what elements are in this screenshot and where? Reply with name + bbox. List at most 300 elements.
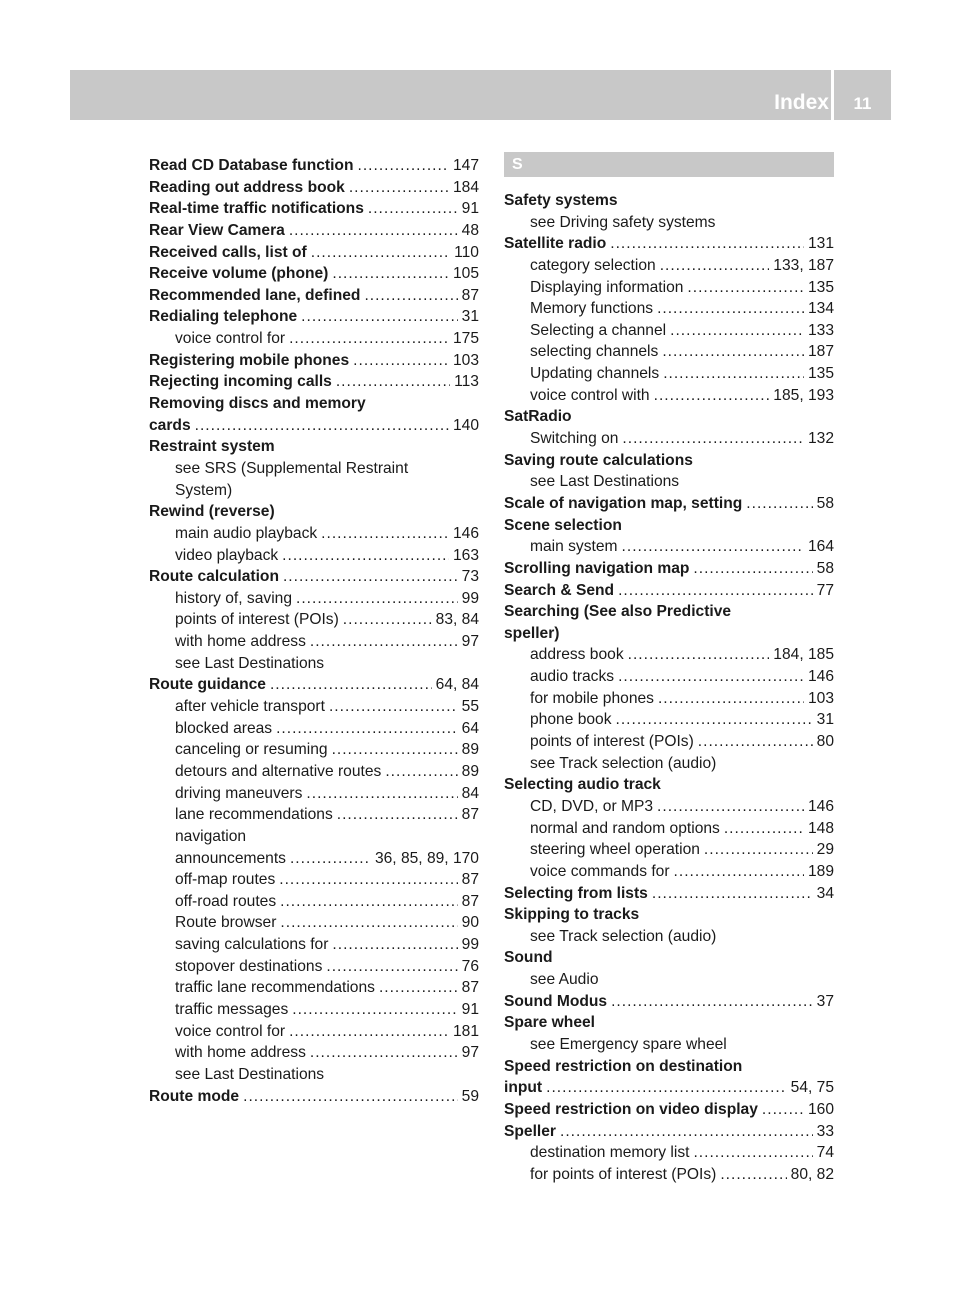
entry-term: stopover destinations xyxy=(175,957,323,975)
entry-term: Scale of navigation map, setting xyxy=(504,494,743,512)
dot-leader xyxy=(704,839,813,861)
index-subentry[interactable] xyxy=(149,718,479,740)
dot-leader xyxy=(693,558,812,580)
entry-page-ref[interactable]: 97 xyxy=(461,1044,479,1062)
index-subentry[interactable] xyxy=(149,328,479,350)
entry-term: for points of interest (POIs) xyxy=(530,1165,717,1183)
dot-leader xyxy=(343,609,432,631)
entry-term: Safety systems xyxy=(504,192,618,209)
entry-page-ref[interactable]: 59 xyxy=(461,1087,479,1105)
index-entry[interactable] xyxy=(504,1012,834,1034)
entry-term: announcements xyxy=(175,849,286,867)
entry-page-ref[interactable]: 80 xyxy=(816,733,834,751)
dot-leader xyxy=(670,320,804,342)
index-subentry[interactable] xyxy=(504,731,834,753)
dot-leader xyxy=(349,177,449,199)
entry-term: Sound Modus xyxy=(504,992,608,1010)
entry-page-ref[interactable]: 89 xyxy=(461,762,479,780)
entry-page-ref[interactable]: 64 xyxy=(461,719,479,737)
index-subentry[interactable] xyxy=(149,609,479,631)
index-entry[interactable] xyxy=(504,904,834,926)
entry-term: after vehicle transport xyxy=(175,698,325,716)
entry-page-ref[interactable]: 135 xyxy=(807,365,834,383)
dot-leader xyxy=(618,580,813,602)
entry-page-ref[interactable]: 184 xyxy=(452,178,479,196)
entry-term: lane recommendations xyxy=(175,806,333,824)
dot-leader xyxy=(332,934,457,956)
entry-term: voice control for xyxy=(175,1022,286,1040)
entry-page-ref[interactable]: 146 xyxy=(452,524,479,542)
dot-leader xyxy=(329,696,458,718)
entry-term: address book xyxy=(530,646,624,664)
dot-leader xyxy=(336,371,450,393)
index-entry[interactable] xyxy=(504,883,834,905)
index-entry[interactable] xyxy=(504,774,834,796)
index-entry[interactable] xyxy=(504,558,834,580)
entry-page-ref[interactable]: 87 xyxy=(461,892,479,910)
entry-term: Selecting a channel xyxy=(530,321,667,339)
entry-term: Removing discs and memory xyxy=(149,395,366,413)
entry-page-ref[interactable]: 187 xyxy=(807,343,834,361)
dot-leader xyxy=(379,977,458,999)
dot-leader xyxy=(657,298,804,320)
entry-term: audio tracks xyxy=(530,668,615,686)
index-entry[interactable] xyxy=(149,263,479,285)
index-subentry[interactable] xyxy=(504,644,834,666)
entry-page-ref[interactable]: 54, 75 xyxy=(790,1079,834,1097)
entry-page-ref[interactable]: 146 xyxy=(807,797,834,815)
entry-page-ref[interactable]: 74 xyxy=(816,1144,834,1162)
entry-term: navigation xyxy=(175,827,247,845)
entry-term: Speed restriction on destination xyxy=(504,1057,743,1075)
entry-page-ref[interactable]: 80, 82 xyxy=(790,1165,834,1183)
entry-page-ref[interactable]: 91 xyxy=(461,200,479,218)
index-subentry[interactable] xyxy=(149,1021,479,1043)
entry-page-ref[interactable]: 103 xyxy=(452,351,479,369)
dot-leader xyxy=(610,233,804,255)
entry-term: driving maneuvers xyxy=(175,784,303,802)
entry-page-ref[interactable]: 131 xyxy=(807,235,834,253)
entry-term: blocked areas xyxy=(175,719,273,737)
dot-leader xyxy=(654,385,770,407)
entry-page-ref[interactable]: 113 xyxy=(454,373,479,391)
entry-page-ref[interactable]: 147 xyxy=(452,157,479,174)
entry-term: detours and alternative routes xyxy=(175,762,382,780)
index-subentry[interactable] xyxy=(504,1034,834,1056)
dot-leader xyxy=(310,631,458,653)
dot-leader xyxy=(280,912,457,934)
entry-page-ref[interactable]: 91 xyxy=(461,1000,479,1018)
index-subentry[interactable] xyxy=(149,891,479,913)
index-subentry[interactable] xyxy=(504,298,834,320)
dot-leader xyxy=(321,523,449,545)
dot-leader xyxy=(243,1086,458,1108)
dot-leader xyxy=(364,285,457,307)
entry-term: Rejecting incoming calls xyxy=(149,373,332,391)
entry-page-ref[interactable]: 87 xyxy=(461,806,479,824)
entry-page-ref[interactable]: 133, 187 xyxy=(773,256,834,274)
index-subentry[interactable] xyxy=(149,804,479,826)
dot-leader xyxy=(622,536,804,558)
index-entry[interactable] xyxy=(149,155,479,177)
index-subentry[interactable] xyxy=(149,848,479,870)
dot-leader xyxy=(746,493,812,515)
entry-term: Received calls, list of xyxy=(149,243,307,261)
dot-leader xyxy=(283,566,458,588)
dot-leader xyxy=(618,666,804,688)
index-entry[interactable] xyxy=(149,306,479,328)
entry-page-ref[interactable]: 34 xyxy=(816,884,834,902)
entry-page-ref[interactable]: 90 xyxy=(461,914,479,932)
entry-term: Rear View Camera xyxy=(149,221,285,239)
entry-term: Receive volume (phone) xyxy=(149,265,329,283)
dot-leader xyxy=(332,263,449,285)
entry-term: history of, saving xyxy=(175,589,293,607)
index-subentry[interactable] xyxy=(149,761,479,783)
entry-page-ref[interactable]: 76 xyxy=(461,957,479,975)
dot-leader xyxy=(195,415,449,437)
entry-term: see Audio xyxy=(530,971,599,989)
dot-leader xyxy=(622,428,804,450)
section-letter-header: S xyxy=(504,152,834,177)
entry-term: CD, DVD, or MP3 xyxy=(530,797,654,815)
entry-term: Speller xyxy=(504,1122,557,1140)
entry-page-ref[interactable]: 33 xyxy=(816,1122,834,1140)
dot-leader xyxy=(687,277,804,299)
entry-page-ref[interactable]: 31 xyxy=(461,308,479,326)
page-number: 11 xyxy=(853,94,872,113)
index-subentry[interactable] xyxy=(504,320,834,342)
entry-page-ref[interactable]: 163 xyxy=(452,546,479,564)
entry-term: voice control with xyxy=(530,386,650,404)
entry-term: speller) xyxy=(504,624,560,642)
dot-leader xyxy=(306,783,457,805)
entry-page-ref[interactable]: 189 xyxy=(807,862,834,880)
entry-page-ref[interactable]: 185, 193 xyxy=(773,386,834,404)
index-subentry[interactable] xyxy=(149,523,479,545)
entry-term: Scene selection xyxy=(504,516,622,534)
index-subentry[interactable] xyxy=(504,341,834,363)
dot-leader xyxy=(310,1042,458,1064)
index-subentry[interactable] xyxy=(149,934,479,956)
dot-leader xyxy=(301,306,457,328)
index-entry[interactable] xyxy=(504,947,834,969)
entry-page-ref[interactable]: 77 xyxy=(816,581,834,599)
entry-page-ref[interactable]: 110 xyxy=(454,243,479,261)
dot-leader xyxy=(368,198,458,220)
entry-term: Route browser xyxy=(175,914,277,932)
entry-page-ref[interactable]: 133 xyxy=(807,321,834,339)
index-entry[interactable] xyxy=(149,674,479,696)
index-subentry[interactable] xyxy=(504,471,834,493)
index-subentry[interactable] xyxy=(504,818,834,840)
index-subentry[interactable] xyxy=(504,969,834,991)
entry-page-ref[interactable]: 64, 84 xyxy=(435,676,479,694)
index-entry[interactable] xyxy=(149,198,479,220)
entry-term: main audio playback xyxy=(175,524,318,542)
entry-term: selecting channels xyxy=(530,343,659,361)
entry-page-ref[interactable]: 58 xyxy=(816,494,834,512)
entry-term: Reading out address book xyxy=(149,178,345,196)
entry-term: Selecting from lists xyxy=(504,884,648,902)
entry-page-ref[interactable]: 148 xyxy=(807,819,834,837)
dot-leader xyxy=(611,991,813,1013)
index-subentry[interactable] xyxy=(504,1164,834,1186)
entry-page-ref[interactable]: 134 xyxy=(807,300,834,318)
entry-term: Saving route calculations xyxy=(504,451,693,469)
entry-term: Redialing telephone xyxy=(149,308,298,326)
dot-leader xyxy=(385,761,457,783)
entry-term: category selection xyxy=(530,256,656,274)
entry-term: traffic messages xyxy=(175,1000,289,1018)
entry-term: off-map routes xyxy=(175,871,276,889)
index-subentry[interactable] xyxy=(149,458,479,480)
entry-page-ref[interactable]: 87 xyxy=(461,871,479,889)
dot-leader xyxy=(628,644,770,666)
index-entry[interactable] xyxy=(504,580,834,602)
entry-term: Real-time traffic notifications xyxy=(149,200,364,218)
entry-term: off-road routes xyxy=(175,892,277,910)
index-entry[interactable] xyxy=(149,242,479,264)
dot-leader xyxy=(724,818,804,840)
entry-term: with home address xyxy=(175,1044,306,1062)
index-entry[interactable] xyxy=(149,371,479,393)
entry-term: see Last Destinations xyxy=(530,473,680,491)
dot-leader xyxy=(560,1121,813,1143)
index-entry[interactable] xyxy=(504,623,834,645)
dot-leader xyxy=(358,155,449,177)
index-subentry[interactable] xyxy=(149,869,479,891)
dot-leader xyxy=(693,1142,812,1164)
entry-term: Route mode xyxy=(149,1087,240,1105)
index-subentry[interactable] xyxy=(504,796,834,818)
entry-term: destination memory list xyxy=(530,1144,690,1162)
entry-page-ref[interactable]: 105 xyxy=(452,265,479,283)
index-subentry[interactable] xyxy=(149,588,479,610)
entry-page-ref[interactable]: 164 xyxy=(807,538,834,556)
dot-leader xyxy=(652,883,813,905)
index-subentry[interactable] xyxy=(504,861,834,883)
entry-term: phone book xyxy=(530,711,612,729)
entry-term: Spare wheel xyxy=(504,1014,596,1032)
index-subentry[interactable] xyxy=(504,1142,834,1164)
dot-leader xyxy=(353,350,449,372)
index-entry[interactable] xyxy=(149,566,479,588)
dot-leader xyxy=(660,255,770,277)
entry-term: Speed restriction on video display xyxy=(504,1100,758,1118)
index-subentry[interactable] xyxy=(504,363,834,385)
index-column-right xyxy=(504,155,834,1185)
dot-leader xyxy=(337,804,458,826)
index-entry[interactable] xyxy=(149,415,479,437)
entry-page-ref[interactable]: 99 xyxy=(461,936,479,954)
dot-leader xyxy=(276,718,458,740)
entry-term: Search & Send xyxy=(504,581,615,599)
entry-page-ref[interactable]: 84 xyxy=(461,784,479,802)
index-subentry[interactable] xyxy=(149,545,479,567)
dot-leader xyxy=(762,1099,804,1121)
index-column-left xyxy=(149,155,479,1107)
dot-leader xyxy=(311,242,450,264)
entry-page-ref[interactable]: 140 xyxy=(452,416,479,434)
entry-term: Satellite radio xyxy=(504,235,607,253)
entry-page-ref[interactable]: 55 xyxy=(461,698,479,716)
page-title: Index xyxy=(774,91,829,114)
index-subentry[interactable] xyxy=(149,956,479,978)
entry-term: Route guidance xyxy=(149,676,266,694)
index-subentry[interactable] xyxy=(149,826,479,848)
index-subentry[interactable] xyxy=(149,696,479,718)
dot-leader xyxy=(289,328,449,350)
index-subentry[interactable] xyxy=(149,1042,479,1064)
entry-page-ref[interactable]: 87 xyxy=(461,979,479,997)
entry-page-ref[interactable]: 36, 85, 89, 170 xyxy=(374,849,479,867)
entry-term: Sound xyxy=(504,949,553,967)
entry-page-ref[interactable]: 99 xyxy=(461,589,479,607)
entry-term: canceling or resuming xyxy=(175,741,328,759)
entry-page-ref[interactable]: 73 xyxy=(461,568,479,586)
dot-leader xyxy=(282,545,449,567)
index-entry[interactable] xyxy=(504,190,834,212)
dot-leader xyxy=(290,848,371,870)
dot-leader xyxy=(674,861,804,883)
index-subentry[interactable] xyxy=(504,709,834,731)
dot-leader xyxy=(289,1021,449,1043)
dot-leader xyxy=(296,588,458,610)
index-entry[interactable] xyxy=(504,1077,834,1099)
index-entry[interactable] xyxy=(149,501,479,523)
entry-page-ref[interactable]: 97 xyxy=(461,633,479,651)
index-entry[interactable] xyxy=(149,393,479,415)
entry-term: traffic lane recommendations xyxy=(175,979,375,997)
entry-term: saving calculations for xyxy=(175,936,329,954)
index-entry[interactable] xyxy=(149,436,479,458)
entry-term: see SRS (Supplemental Restraint xyxy=(175,459,409,477)
index-subentry[interactable] xyxy=(149,977,479,999)
entry-page-ref[interactable]: 184, 185 xyxy=(773,646,834,664)
index-subentry[interactable] xyxy=(504,839,834,861)
entry-term: Registering mobile phones xyxy=(149,351,350,369)
index-subentry[interactable] xyxy=(149,653,479,675)
index-entry[interactable] xyxy=(149,1086,479,1108)
dot-leader xyxy=(279,869,457,891)
entry-term: Rewind (reverse) xyxy=(149,503,275,521)
entry-term: voice commands for xyxy=(530,862,670,880)
index-entry[interactable] xyxy=(504,450,834,472)
index-subentry[interactable] xyxy=(504,385,834,407)
entry-term: Route calculation xyxy=(149,568,279,586)
entry-term: see Driving safety systems xyxy=(530,213,716,231)
index-subentry[interactable] xyxy=(504,277,834,299)
index-entry[interactable] xyxy=(149,350,479,372)
entry-page-ref[interactable]: 103 xyxy=(807,689,834,707)
index-subentry[interactable] xyxy=(504,666,834,688)
entry-term: normal and random options xyxy=(530,819,720,837)
entry-term: Recommended lane, defined xyxy=(149,286,361,304)
index-entry[interactable] xyxy=(504,233,834,255)
entry-term: input xyxy=(504,1079,543,1097)
index-subentry[interactable] xyxy=(149,1064,479,1086)
index-subentry[interactable] xyxy=(149,480,479,502)
entry-term: Memory functions xyxy=(530,300,654,318)
entry-page-ref[interactable]: 37 xyxy=(816,992,834,1010)
entry-term: Read CD Database function xyxy=(149,157,354,174)
index-entry[interactable] xyxy=(504,493,834,515)
entry-page-ref[interactable]: 87 xyxy=(461,286,479,304)
index-entry[interactable] xyxy=(149,177,479,199)
index-subentry[interactable] xyxy=(504,212,834,234)
entry-page-ref[interactable]: 175 xyxy=(452,330,479,348)
entry-term: Skipping to tracks xyxy=(504,906,640,924)
index-subentry[interactable] xyxy=(149,739,479,761)
entry-page-ref[interactable]: 58 xyxy=(816,559,834,577)
entry-term: points of interest (POIs) xyxy=(175,611,339,629)
entry-page-ref[interactable]: 83, 84 xyxy=(435,611,479,629)
index-entry[interactable] xyxy=(149,220,479,242)
entry-term: for mobile phones xyxy=(530,689,654,707)
entry-term: Selecting audio track xyxy=(504,776,661,794)
entry-page-ref[interactable]: 48 xyxy=(461,221,479,239)
entry-term: Displaying information xyxy=(530,278,684,296)
index-entry[interactable] xyxy=(504,601,834,623)
index-entry[interactable] xyxy=(504,1099,834,1121)
dot-leader xyxy=(546,1077,787,1099)
index-entry[interactable] xyxy=(504,406,834,428)
entry-term: Restraint system xyxy=(149,438,275,456)
index-subentry[interactable] xyxy=(504,255,834,277)
dot-leader xyxy=(326,956,457,978)
entry-term: see Last Destinations xyxy=(175,1065,325,1083)
entry-page-ref[interactable]: 29 xyxy=(816,841,834,859)
index-subentry[interactable] xyxy=(504,688,834,710)
entry-term: main system xyxy=(530,538,618,556)
entry-page-ref[interactable]: 89 xyxy=(461,741,479,759)
entry-page-ref[interactable]: 160 xyxy=(807,1100,834,1118)
entry-term: see Track selection (audio) xyxy=(530,754,717,772)
index-subentry[interactable] xyxy=(149,912,479,934)
entry-term: Switching on xyxy=(530,430,619,448)
entry-term: System) xyxy=(175,481,233,499)
dot-leader xyxy=(662,341,804,363)
dot-leader xyxy=(616,709,813,731)
index-subentry[interactable] xyxy=(149,999,479,1021)
index-entry[interactable] xyxy=(504,515,834,537)
index-subentry[interactable] xyxy=(504,753,834,775)
entry-term: with home address xyxy=(175,633,306,651)
entry-term: points of interest (POIs) xyxy=(530,733,694,751)
entry-term: cards xyxy=(149,416,191,434)
index-subentry[interactable] xyxy=(149,631,479,653)
entry-term: SatRadio xyxy=(504,408,572,426)
index-entry[interactable] xyxy=(149,285,479,307)
index-subentry[interactable] xyxy=(504,926,834,948)
dot-leader xyxy=(280,891,458,913)
entry-page-ref[interactable]: 181 xyxy=(452,1022,479,1040)
entry-term: steering wheel operation xyxy=(530,841,700,859)
index-entry[interactable] xyxy=(504,1056,834,1078)
entry-term: see Track selection (audio) xyxy=(530,927,717,945)
entry-page-ref[interactable]: 135 xyxy=(807,278,834,296)
index-subentry[interactable] xyxy=(504,428,834,450)
dot-leader xyxy=(332,739,458,761)
index-subentry[interactable] xyxy=(149,783,479,805)
entry-page-ref[interactable]: 132 xyxy=(807,430,834,448)
index-entry[interactable] xyxy=(504,991,834,1013)
index-entry[interactable] xyxy=(504,1121,834,1143)
index-subentry[interactable] xyxy=(504,536,834,558)
entry-page-ref[interactable]: 31 xyxy=(816,711,834,729)
entry-page-ref[interactable]: 146 xyxy=(807,668,834,686)
